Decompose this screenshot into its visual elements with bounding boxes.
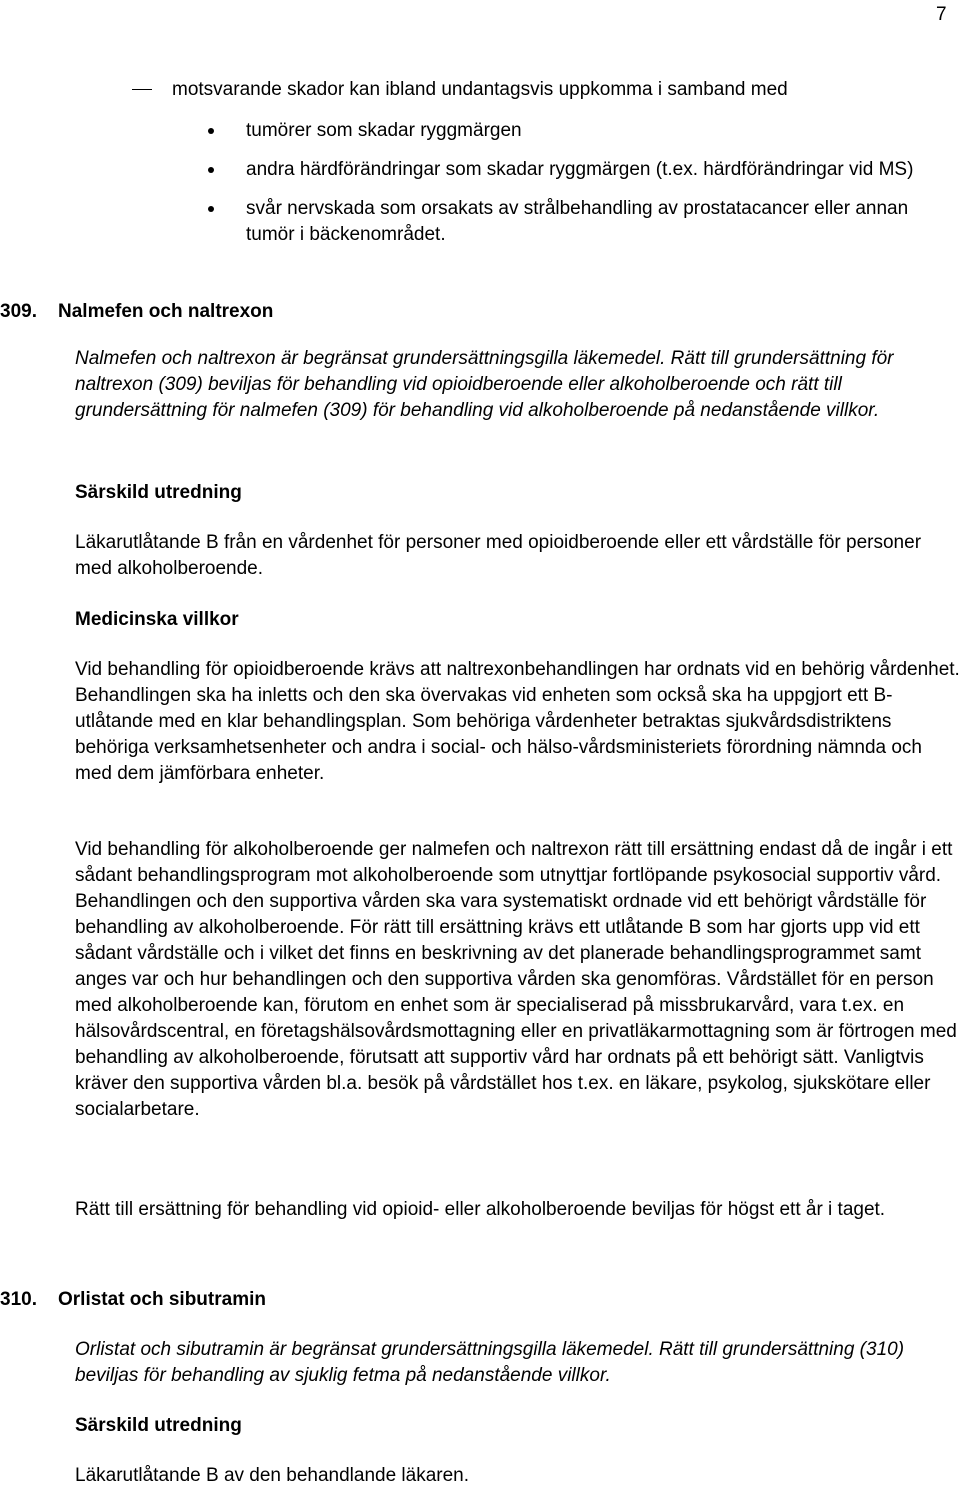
section-heading-309 bbox=[0, 299, 273, 325]
list-item-text: svår nervskada som orsakats av strålbehandling av prostatacancer eller annan tumör i bäckenområdet. bbox=[246, 198, 909, 245]
medical-conditions-heading: Medicinska villkor bbox=[75, 609, 239, 630]
bullet-icon bbox=[208, 128, 214, 134]
special-investigation-text: Läkarutlåtande B av den behandlande läkaren. bbox=[75, 1465, 470, 1486]
section-309-intro: Nalmefen och naltrexon är begränsat grundersättningsgilla läkemedel. Rätt till grundersättning för naltrexon (309) beviljas för behandling vid opioidberoende eller alkoholberoende och rätt till grundersättning för nalmefen (309) för behandling vid alkoholberoende på nedanstående villkor. bbox=[75, 348, 894, 421]
bullet-icon bbox=[208, 167, 214, 173]
section-title: Orlistat och sibutramin bbox=[58, 1289, 266, 1310]
special-investigation-heading: Särskild utredning bbox=[75, 1415, 242, 1436]
section-number: 310. bbox=[0, 1289, 37, 1310]
section-heading-310 bbox=[0, 1287, 266, 1313]
section-title: Nalmefen och naltrexon bbox=[58, 301, 274, 322]
list-item bbox=[208, 118, 948, 144]
special-investigation-heading: Särskild utredning bbox=[75, 482, 242, 503]
section-number: 309. bbox=[0, 301, 37, 322]
dash-item-text: motsvarande skador kan ibland undantagsvis uppkomma i samband med bbox=[172, 79, 788, 100]
treatment-duration-paragraph: Rätt till ersättning för behandling vid opioid- eller alkoholberoende beviljas för högst ett år i taget. bbox=[75, 1199, 886, 1220]
medical-conditions-paragraph: Vid behandling för opioidberoende krävs att naltrexonbehandlingen har ordnats vid en behörig vårdenhet. Behandlingen ska ha inletts och den ska övervakas vid enheten som också ska ha uppgjort ett B-utlåtande med en klar behandlingsplan. Som behöriga vårdenheter betraktas sjukvårdsdistriktens behöriga verksamhetsenheter och andra i social- och hälso-vårdsministeriets förordning nämnda och med dem jämförbara enheter. bbox=[75, 659, 960, 784]
list-item bbox=[208, 157, 948, 183]
list-item bbox=[208, 196, 948, 248]
special-investigation-text: Läkarutlåtande B från en vårdenhet för personer med opioidberoende eller ett vårdställe för personer med alkoholberoende. bbox=[75, 532, 922, 579]
section-310-intro: Orlistat och sibutramin är begränsat grundersättningsgilla läkemedel. Rätt till grundersättning (310) beviljas för behandling av sjuklig fetma på nedanstående villkor. bbox=[75, 1339, 905, 1386]
page-number: 7 bbox=[936, 4, 947, 25]
list-item-text: tumörer som skadar ryggmärgen bbox=[246, 120, 522, 141]
dash-marker bbox=[132, 89, 152, 90]
alcohol-treatment-paragraph: Vid behandling för alkoholberoende ger nalmefen och naltrexon rätt till ersättning endast då de ingår i ett sådant behandlingsprogram mot alkoholberoende som utnyttjar fortlöpande psykosocial supportiv vård. Behandlingen och den supportiva vården ska vara systematiskt ordnade vid ett behörigt vårdställe för behandling av alkoholberoende. För rätt till ersättning krävs ett utlåtande B som har gjorts upp vid ett sådant vårdställe och i vilket det finns en beskrivning av det planerade behandlingsprogrammet samt anges var och hur behandlingen och den supportiva vården ska genomföras. Vårdstället för en person med alkoholberoende kan, förutom en enhet som är specialiserad på missbrukarvård, vara t.ex. en hälsovårdscentral, en företagshälsovårdsmottagning eller en privatläkarmottagning som är förtrogen med behandling av alkoholberoende, förutsatt att supportiv vård har ordnats på ett behörigt sätt. Vanligtvis kräver den supportiva vården bl.a. besök på vårdstället hos t.ex. en läkare, psykolog, sjukskötare eller socialarbetare. bbox=[75, 839, 957, 1120]
bullet-list bbox=[208, 118, 948, 261]
bullet-icon bbox=[208, 206, 214, 212]
list-item-text: andra härdförändringar som skadar ryggmärgen (t.ex. härdförändringar vid MS) bbox=[246, 159, 914, 180]
